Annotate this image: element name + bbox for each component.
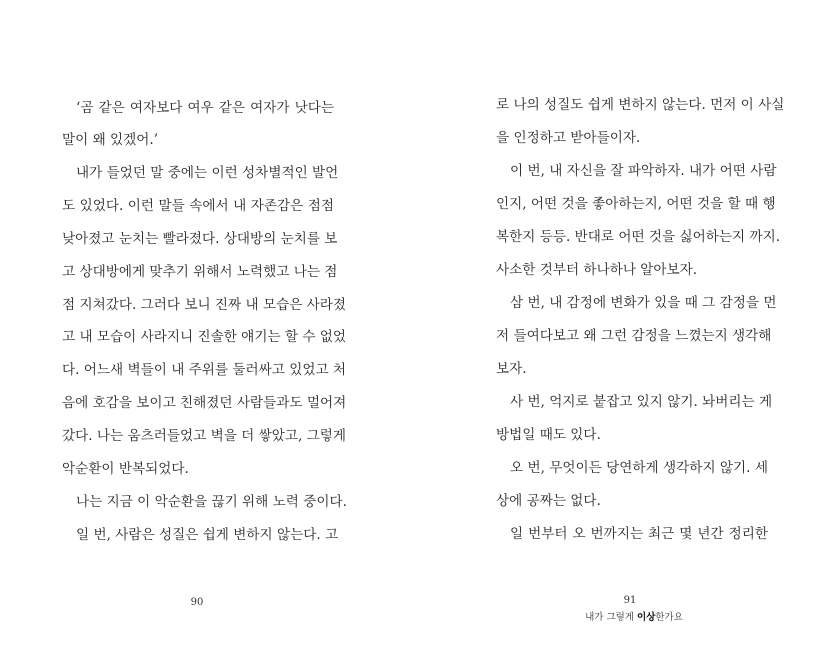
body-line: 이 번, 내 자신을 잘 파악하자. 내가 어떤 사람: [510, 163, 777, 179]
body-line: 방법일 때도 있다.: [496, 427, 601, 443]
body-line: 사 번, 억지로 붙잡고 있지 않기. 놔버리는 게: [510, 394, 773, 410]
body-line: 로 나의 성질도 쉽게 변하지 않는다. 먼저 이 사실: [496, 97, 785, 113]
body-line: 악순환이 반복되었다.: [62, 461, 189, 477]
body-line: 일 번, 사람은 성질은 쉽게 변하지 않는다. 고: [76, 527, 339, 543]
body-line: 말이 왜 있겠어.’: [62, 132, 159, 148]
running-head-emphasis: 이상: [637, 612, 656, 623]
body-line: 일 번부터 오 번까지는 최근 몇 년간 정리한: [510, 526, 768, 542]
body-line: 음에 호감을 보이고 친해졌던 사람들과도 멀어져: [62, 395, 347, 411]
body-line: ‘곰 같은 여자보다 여우 같은 여자가 낫다는: [76, 100, 334, 116]
page-number: 91: [623, 595, 637, 606]
running-head-prefix: 내가 그렇게: [585, 612, 638, 623]
body-line: 보자.: [496, 361, 527, 377]
body-line: 낮아졌고 눈치는 빨라졌다. 상대방의 눈치를 보: [62, 231, 338, 247]
body-line: 상에 공짜는 없다.: [496, 493, 601, 509]
running-head-suffix: 한가요: [655, 612, 683, 623]
body-line: 고 상대방에게 맞추기 위해서 노력했고 나는 점: [62, 264, 338, 280]
body-line: 고 내 모습이 사라지니 진솔한 얘기는 할 수 없었: [62, 329, 347, 345]
body-line: 오 번, 무엇이든 당연하게 생각하지 않기. 세: [510, 460, 768, 476]
right-page: [414, 0, 828, 668]
body-line: 복한지 등등. 반대로 어떤 것을 싫어하는지 까지.: [496, 229, 781, 245]
body-line: 갔다. 나는 움츠러들었고 벽을 더 쌓았고, 그렇게: [62, 428, 347, 444]
body-line: 사소한 것부터 하나하나 알아보자.: [496, 262, 698, 278]
body-line: 을 인정하고 받아들이자.: [496, 130, 641, 146]
body-line: 인지, 어떤 것을 좋아하는지, 어떤 것을 할 때 행: [496, 196, 776, 212]
body-line: 나는 지금 이 악순환을 끊기 위해 노력 중이다.: [76, 494, 347, 510]
body-line: 내가 들었던 말 중에는 이런 성차별적인 발언: [76, 165, 339, 181]
body-line: 점 지쳐갔다. 그러다 보니 진짜 내 모습은 사라졌: [62, 297, 347, 313]
running-head: [564, 612, 704, 624]
body-line: 삼 번, 내 감정에 변화가 있을 때 그 감정을 먼: [510, 295, 777, 311]
page-number: 90: [190, 597, 204, 608]
body-line: 도 있었다. 이런 말들 속에서 내 자존감은 점점: [62, 198, 334, 214]
body-line: 다. 어느새 벽들이 내 주위를 둘러싸고 있었고 처: [62, 362, 347, 378]
body-line: 저 들여다보고 왜 그런 감정을 느꼈는지 생각해: [496, 328, 772, 344]
